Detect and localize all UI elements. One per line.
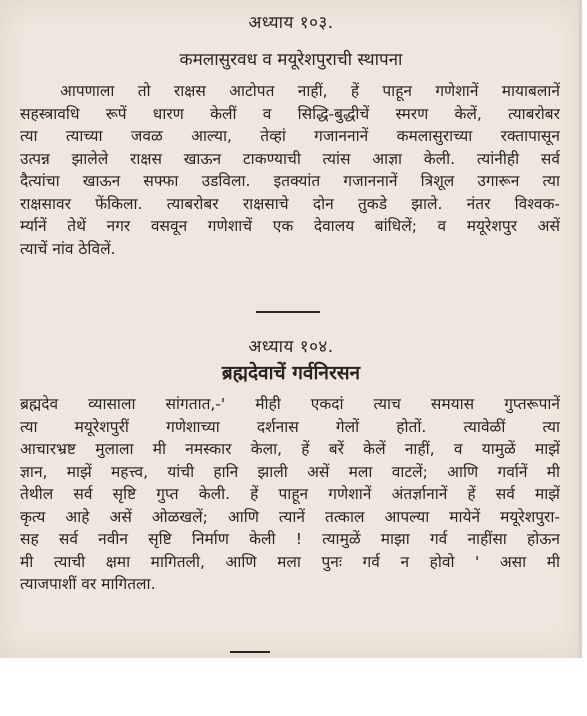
chapter-103-title: कमलासुरवध व मयूरेशपुराची स्थापना [179,50,403,70]
text-line: राक्षसावर फेंकिला. त्याबरोबर राक्षसाचे दोन तुकडे झाले. नंतर विश्वक- [20,194,560,213]
text-line: उत्पन्न झालेले राक्षस खाऊन टाकण्याची त्यांस आज्ञा केली. त्यांनीही सर्व [20,149,560,168]
text-line: कृत्य आहे असें ओळखलें; आणि त्यानें तत्काल आपल्या मायेनें मयूरेशपुरा- [20,507,560,526]
section-divider-bottom [230,651,270,653]
chapter-104-title: ब्रह्मदेवाचें गर्वनिरसन [221,362,361,384]
text-line: तेथील सर्व सृष्टि गुप्त केली. हें पाहून गणेशानें अंतर्ज्ञानानें हें सर्व माझें [20,485,560,503]
text-line: सह सर्व नवीन सृष्टि निर्माण केली ! त्यामुळें माझा गर्व नाहींसा होऊन [20,530,560,548]
text-line: ब्रह्मदेव व्यासाला सांगतात,-' मीही एकदां त्याच समयास गुप्तरूपानें [20,395,560,413]
text-line: मी त्याची क्षमा मागितली, आणि मला पुनः गर्व न होवो ' असा मी [20,552,560,571]
text-line: आपणाला तो राक्षस आटोपत नाहीं, हें पाहून गणेशानें मायाबलानें [60,82,560,100]
chapter-103-heading: अध्याय १०३. [248,13,334,33]
section-divider [256,311,320,313]
chapter-104-heading: अध्याय १०४. [248,337,334,357]
text-line: सहस्त्रावधि रूपें धारण केलीं व सिद्धि-बुद्धीचें स्मरण केलें, त्याबरोबर [20,104,560,123]
chapter-103-body [20,80,560,260]
text-line: त्या मयूरेशपुरीं गणेशाच्या दर्शनास गेलों होतों. त्यावेळीं त्या [20,417,560,436]
text-line: आचारभ्रष्ट मुलाला मी नमस्कार केला, हें बरें केलें नाहीं, व यामुळें माझें [20,440,560,458]
text-line: दैत्यांचा खाऊन सफ्फा उडविला. इतक्यांत गजाननानें त्रिशूल उगारून त्या [20,172,560,190]
text-line: त्याचें नांव ठेविलें. [20,239,116,258]
text-line: त्याजपाशीं वर मागितला. [20,575,156,593]
text-line: त्या त्याच्या जवळ आल्या, तेव्हां गजाननानें कमलासुराच्या रक्तापासून [20,127,560,145]
chapter-104-body [20,393,560,596]
text-line: र्म्यानें तेथें नगर वसवून गणेशाचें एक देवालय बांधिलें; व मयूरेशपुर असें [20,217,560,235]
text-line: ज्ञान, माझें महत्त्व, यांची हानि झाली असें मला वाटलें; आणि गर्वानें मी [20,462,560,481]
